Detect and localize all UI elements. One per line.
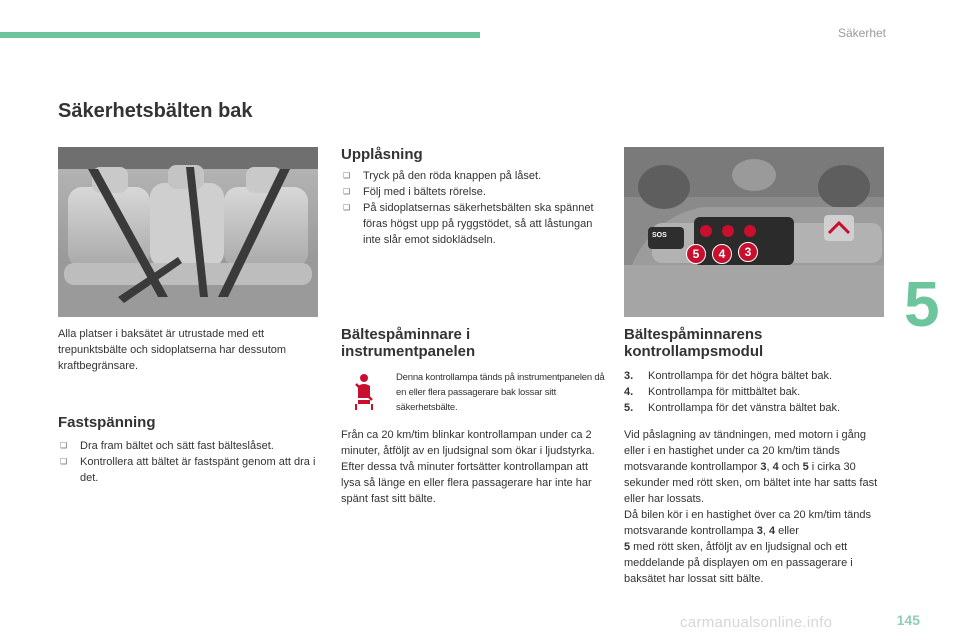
module-list [624, 368, 886, 416]
module-body [624, 427, 886, 587]
list-item: ❑ På sidoplatsernas säkerhetsbälten ska spännet föras högst upp på ryggstödet, så att låstungan inte slår emot sidoklädseln. [341, 200, 603, 248]
list-item: ❑ Dra fram bältet och sätt fast bälteslåset. [58, 438, 322, 454]
reminder-panel-heading: Bältespåminnare i instrumentpanelen [341, 326, 476, 360]
module-body-text: Vid påslagning av tändningen, med motorn i gång eller i en hastighet under ca 20 km/tim tänds motsvarande kontrollampor [624, 429, 866, 473]
top-accent-bar [0, 32, 480, 38]
list-text: Kontrollampa för det högra bältet bak. [648, 370, 833, 382]
module-heading: Bältespåminnarens kontrollampsmodul [624, 326, 764, 360]
list-number: 3. [624, 370, 634, 382]
list-number: 5. [624, 402, 634, 414]
lamp-number: 5 [624, 541, 631, 553]
lamp-number: 4 [768, 525, 776, 537]
list-item [624, 400, 886, 416]
list-item [624, 384, 886, 400]
chapter-number: 5 [904, 268, 940, 340]
list-number: 4. [624, 386, 634, 398]
separator: eller [775, 525, 799, 537]
tightening-list [58, 438, 322, 486]
module-body-text: i cirka 30 sekunder med rött sken, om bältet inte har satts fast eller har lossats. [624, 461, 878, 505]
list-text: Kontrollampa för det vänstra bältet bak. [648, 402, 840, 414]
list-item: ❑ Kontrollera att bältet är fastspänt genom att dra i det. [58, 454, 322, 486]
unlocking-list [341, 168, 603, 248]
warning-note: Denna kontrollampa tänds på instrumentpanelen då en eller flera passagerare bak lossar sitt säkerhetsbälte. [396, 372, 605, 413]
unlocking-heading: Upplåsning [341, 146, 423, 163]
list-item: ❑ Tryck på den röda knappen på låset. [341, 168, 603, 184]
section-label: Säkerhet [837, 26, 886, 40]
separator: och [778, 461, 803, 473]
rear-seat-image [58, 147, 318, 317]
lamp-number: 5 [802, 461, 809, 473]
list-text: Kontrollampa för mittbältet bak. [648, 386, 801, 398]
lamp-number: 3 [756, 525, 763, 537]
lamp-number: 4 [772, 461, 779, 473]
intro-paragraph: Alla platser i baksätet är utrustade med ett trepunktsbälte och sidoplatserna har dessutom kraftbegränsare. [58, 328, 287, 372]
seatbelt-warning-icon [350, 372, 378, 412]
module-body-text: med rött sken, åtföljt av en ljudsignal och ett meddelande på displayen om en passagerare i baksätet har lossat sitt bälte. [624, 541, 853, 585]
callout-3: 3 [738, 242, 758, 262]
callout-5: 5 [686, 244, 706, 264]
page-number: 145 [896, 612, 920, 628]
list-item [624, 368, 886, 384]
page-title: Säkerhetsbälten bak [58, 100, 253, 122]
list-item: ❑ Följ med i bältets rörelse. [341, 184, 603, 200]
lamp-number: 3 [760, 461, 767, 473]
sos-button-label: SOS [652, 232, 667, 239]
reminder-panel-body: Från ca 20 km/tim blinkar kontrollampan under ca 2 minuter, åtföljt av en ljudsignal som ökar i ljudstyrka. Efter dessa två minuter fortsätter kontrollampan att lysa så länge en eller flera passagerare har inte har spänt fast sitt bälte. [341, 429, 595, 505]
separator: , [766, 461, 773, 473]
callout-4: 4 [712, 244, 732, 264]
separator: , [762, 525, 769, 537]
module-body-text: Då bilen kör i en hastighet över ca 20 km/tim tänds motsvarande kontrollampa [624, 509, 872, 537]
rear-seat-illustration [58, 147, 318, 317]
tightening-heading: Fastspänning [58, 414, 156, 431]
watermark: carmanualsonline.info [680, 614, 833, 631]
console-image [624, 147, 884, 317]
